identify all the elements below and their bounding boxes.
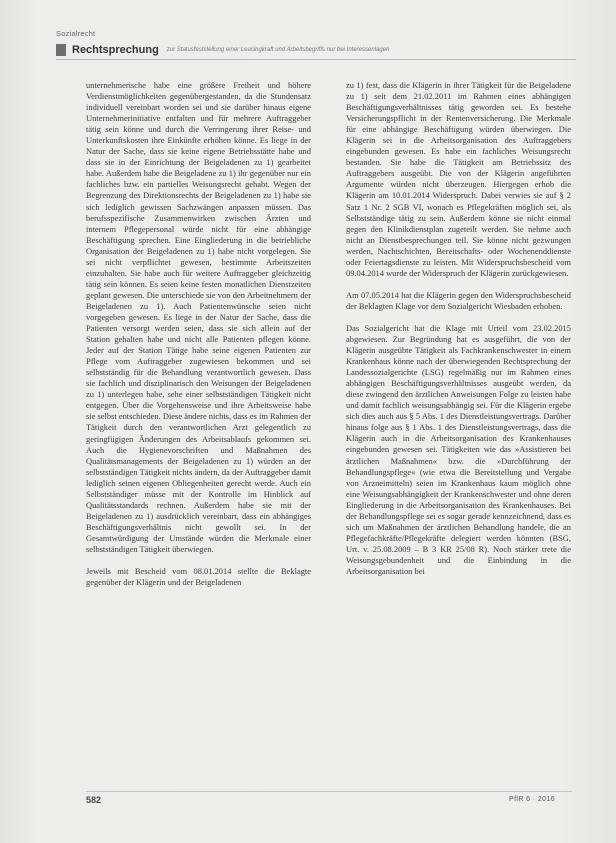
page-number: 582 [86, 795, 102, 805]
left-paragraph-2: Jeweils mit Bescheid vom 08.01.2014 stellte die Beklagte gegenüber der Klägerin und der Beigeladenen [86, 566, 311, 588]
footer-divider [86, 791, 572, 792]
running-header [56, 41, 576, 60]
header-subtitle: zur Statusfeststellung einer Leasingkraft und Arbeitsbegriffs nur bei Interessenlagen [166, 47, 390, 53]
right-paragraph-3: Das Sozialgericht hat die Klage mit Urteil vom 23.02.2015 abgewiesen. Zur Begründung hat es ausgeführt, die von der Klägerin ausgeübte Tätigkeit als Fachkrankenschwester in einem Krankenhaus könne nach der überwiegenden Rechtsprechung der Landessozialgerichte (LSG) regelmäßig nur im Rahmen eines abhängigen Beschäftigungsverhältnisses ausgeübt werden, da diese zwingend den ärztlichen Anweisungen Folge zu leisten habe und damit fachlich weisungsabhängig sei. Für die Klägerin ergebe sich dies auch aus § 5 Abs. 1 des Dienstleistungsvertrags. Darüber hinaus folge aus § 1 Abs. 1 des Dienstleistungsvertrags, dass die Klägerin auch in die Arbeitsorganisation des Krankenhauses eingebunden gewesen sei. Tätigkeiten wie das »Assistieren bei ärztlichen Maßnahmen« bzw. die »Durchführung der Behandlungspflege« (wie etwa die Bereitstellung und Vergabe von Arzneimitteln) seien im Krankenhaus kaum möglich ohne eine Weisungsabhängigkeit der Krankenschwester und ohne deren Eingliederung in die Arbeitsorganisation des Krankenhauses. Bei der Behandlungspflege sei es sogar gerade kennzeichnend, dass es sich um Maßnahmen der ärztlichen Behandlung handele, die an Pflegefachkräfte/Pflegekräfte delegiert werden könnten (BSG, Urt. v. 25.08.2009 – B 3 KR 25/08 R). Noch stärker trete die Weisungsgebundenheit und die Einbindung in die Arbeitsorganisation bei [346, 322, 571, 576]
left-paragraph-1: unternehmerische habe eine größere Freiheit und höhere Verdienstmöglichkeiten gegenübergestanden, da die Stundensatz individuell vereinbart worden sei und sie darüber hinaus eigene Unternehmerinitiative entfalten und für mehrere Auftraggeber tätig sein könne und durch die Verringerung ihrer Reise- und Unterkunftskosten ihre Einkünfte erhöhen könne. Es liege in der Natur der Sache, dass sie keine eigene Betriebsstätte habe und dass sie in der Einrichtung der Beigeladenen zu 1) gearbeitet habe. Außerdem habe die Beigeladene zu 1) ihr gegenüber nur ein fachliches bzw. ein partielles Weisungsrecht gehabt. Wegen der Begrenzung des Direktionsrechts der Beigeladenen zu 1) habe sie sich lediglich gewissen Sachzwängen anpassen müssen. Das berufsspezifische Zusammenwirken zwischen Ärzten und internem Pflegepersonal würde nicht für eine abhängige Beschäftigung sprechen. Eine Eingliederung in die betriebliche Organisation der Beigeladenen zu 1) habe nicht vorgelegen. Sie sei nicht verpflichtet gewesen, bestimmte Arbeitszeiten einzuhalten. Sie habe auch für weitere Auftraggeber gleichzeitig tätig sein können. Es seien keine festen monatlichen Dienstzeiten geplant gewesen. Die unterschiede sie von den Arbeitnehmern der Beigeladenen zu 1). Auch Patientenwünsche seien nicht vorgegeben gewesen. Es liege in der Natur der Sache, dass die Patienten versorgt werden seien, dass sie sich allein auf der Station gehalten habe und nicht alle Patienten pflegen könne. Jeder auf der Station Tätige habe seine eigenen Patienten zur Pflege vom Auftraggeber zugewiesen bekommen und sei selbstständig für die Behandlung verantwortlich gewesen. Dass sie fachlich und disziplinarisch den Weisungen der Beigeladenen zu 1) unterlegen habe, sehe einer selbstständigen Tätigkeit nicht entgegen. Über die Vorgehensweise und ihre Arbeitsweise habe sie selbst entschieden. Diese ändere nichts, dass es im Rahmen der Tätigkeit durch den verantwortlichen Arzt gelegentlich zu geringfügigen Änderungen des Arbeitsablaufs gekommen sei. Auch die Hygienevorschriften und Maßnahmen des Qualitätsmanagements der Beigeladenen zu 1) würden an der selbstständigen Tätigkeit nichts ändern, da der Auftraggeber damit lediglich seinen eigenen Obliegenheiten gerecht werde. Auch ein Selbstständiger müsse mit der Kontrolle im Hinblick auf Qualitätsstandards rechnen. Außerdem habe sie mit der Beigeladenen zu 1) ausdrücklich vereinbart, dass ein abhängiges Beschäftigungsverhältnis nicht gewollt sei. In der Gesamtwürdigung der Umstände würden die Merkmale einer selbstständigen Tätigkeit überwiegen. [86, 80, 311, 554]
right-column [346, 80, 571, 577]
left-column [86, 80, 311, 588]
header-title: Rechtsprechung [72, 44, 159, 56]
journal-issue: PflR 6 · 2016 [509, 796, 556, 803]
right-paragraph-2: Am 07.05.2014 hat die Klägerin gegen den Widerspruchsbescheid der Beklagten Klage vor dem Sozialgericht Wiesbaden erhoben. [346, 289, 571, 311]
right-paragraph-1: zu 1) fest, dass die Klägerin in ihrer Tätigkeit für die Beigeladene zu 1) seit dem 21.02.2011 im Rahmen eines abhängigen Beschäftigungsverhältnisses tätig geworden sei. Es bestehe Versicherungspflicht in der Rentenversicherung. Die Merkmale für eine abhängige Beschäftigung würden überwiegen. Die Klägerin sei in die Arbeitsorganisation des Auftraggebers eingebunden gewesen. Es habe ein fachliches Weisungsrecht bestanden. Sie habe die Tätigkeit am Betriebssitz des Auftraggebers ausgeübt. Die von der Klägerin angeführten Argumente würden nicht überzeugen. Hiergegen erhob die Klägerin am 10.01.2014 Widerspruch. Dabei verwies sie auf § 2 Satz 1 Nr. 2 SGB VI, wonach es Pflegekräften möglich sei, als Selbstständige tätig zu sein. Außerdem könne sie nicht einmal gegen den Klinikdienstplan zugeteilt werden. Sie nehme auch nicht an Dienstbesprechungen teil. Sie könne nicht gezwungen werden, Nachtschichten, Bereitschafts- oder Wochenenddienste oder Feiertagsdienste zu leisten. Mit Widerspruchsbescheid vom 09.04.2014 wurde der Widerspruch der Klägerin zurückgewiesen. [346, 80, 571, 278]
section-label: Sozialrecht [56, 29, 96, 38]
header-marker [56, 44, 66, 56]
